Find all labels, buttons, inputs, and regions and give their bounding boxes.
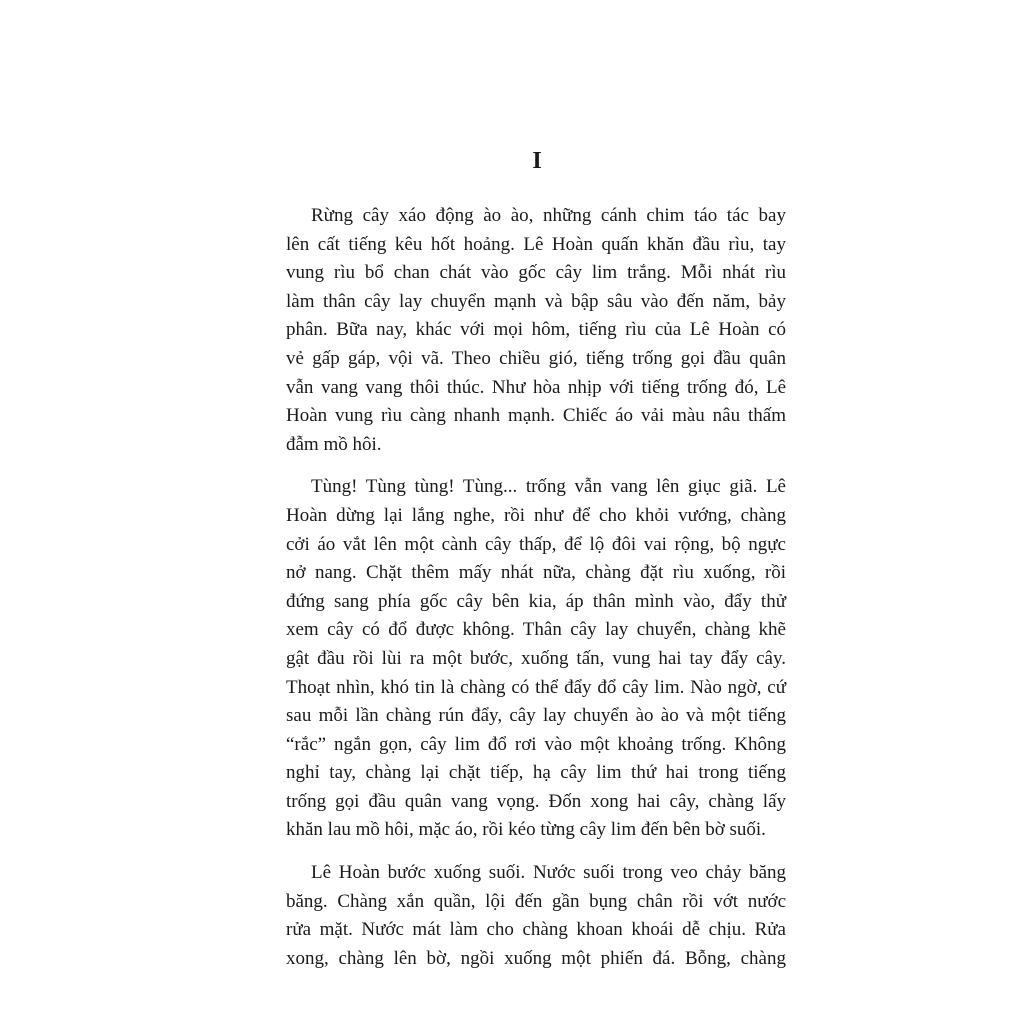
text-line: nở nang. Chặt thêm mấy nhát nữa, chàng đặt rìu xuống, rồi — [286, 562, 786, 584]
text-line: nghỉ tay, chàng lại chặt tiếp, hạ cây lim thứ hai trong tiếng — [286, 762, 786, 784]
text-line: phân. Bữa nay, khác với mọi hôm, tiếng rìu của Lê Hoàn có — [286, 319, 786, 341]
text-line: gật đầu rồi lùi ra một bước, xuống tấn, vung hai tay đẩy cây. — [286, 647, 786, 669]
paragraph-2 — [286, 473, 786, 845]
paragraph-3 — [286, 859, 786, 973]
text-line: vẫn vang vang thôi thúc. Như hòa nhịp với tiếng trống đó, Lê — [286, 376, 786, 398]
text-line: trống gọi đầu quân vang vọng. Đốn xong hai cây, chàng lấy — [286, 790, 786, 812]
text-line: Hoàn dừng lại lắng nghe, rồi như để cho khỏi vướng, chàng — [286, 504, 786, 526]
text-line: rửa mặt. Nước mát làm cho chàng khoan khoái dễ chịu. Rửa — [286, 919, 786, 941]
text-line: Hoàn vung rìu càng nhanh mạnh. Chiếc áo vải màu nâu thấm — [286, 405, 786, 427]
text-line: làm thân cây lay chuyển mạnh và bập sâu vào đến năm, bảy — [286, 290, 786, 312]
text-line: khăn lau mồ hôi, mặc áo, rồi kéo từng cây lim đến bên bờ suối. — [286, 819, 766, 841]
text-line: vung rìu bổ chan chát vào gốc cây lim trắng. Mỗi nhát rìu — [286, 262, 786, 284]
chapter-heading: I — [532, 148, 542, 174]
text-line: Rừng cây xáo động ào ào, những cánh chim táo tác bay — [311, 205, 786, 226]
text-line: Thoạt nhìn, khó tin là chàng có thể đẩy đổ cây lim. Nào ngờ, cứ — [286, 676, 786, 698]
text-line: cởi áo vắt lên một cành cây thấp, để lộ đôi vai rộng, bộ ngực — [286, 533, 786, 555]
text-line: “rắc” ngắn gọn, cây lim đổ rơi vào một khoảng trống. Không — [286, 733, 786, 755]
text-line: lên cất tiếng kêu hốt hoảng. Lê Hoàn quấn khăn đầu rìu, tay — [286, 233, 786, 255]
paragraph-1 — [286, 202, 786, 459]
text-line: đẫm mồ hôi. — [286, 433, 382, 455]
text-line: băng. Chàng xắn quần, lội đến gần bụng chân rồi vớt nước — [286, 890, 786, 912]
text-line: Tùng! Tùng tùng! Tùng... trống vẫn vang lên giục giã. Lê — [311, 476, 786, 498]
text-line: xong, chàng lên bờ, ngồi xuống một phiến đá. Bỗng, chàng — [286, 947, 786, 969]
text-line: vẻ gấp gáp, vội vã. Theo chiều gió, tiếng trống gọi đầu quân — [286, 347, 786, 369]
text-line: đứng sang phía gốc cây bên kia, áp thân mình vào, đẩy thử — [286, 590, 786, 612]
text-line: sau mỗi lần chàng rún đẩy, cây lay chuyển ào ào và một tiếng — [286, 705, 786, 727]
text-line: xem cây có đổ được không. Thân cây lay chuyển, chàng khẽ — [286, 619, 786, 641]
body-text — [286, 202, 786, 987]
text-line: Lê Hoàn bước xuống suối. Nước suối trong veo chảy băng — [311, 862, 786, 884]
